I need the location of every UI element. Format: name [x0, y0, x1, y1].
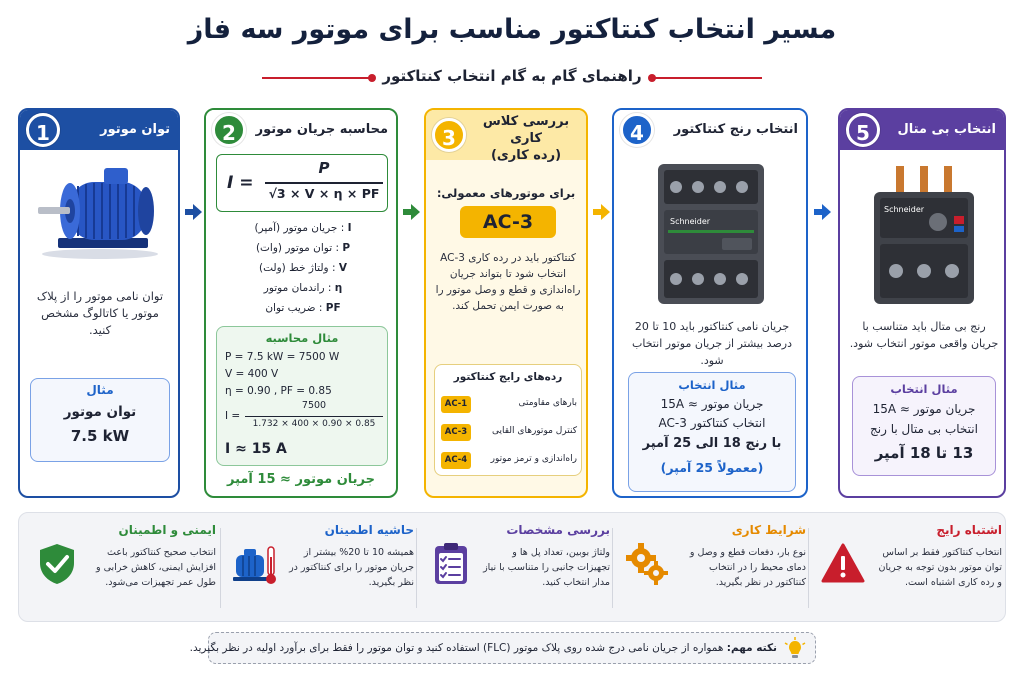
class-desc: کنترل موتورهای القایی: [492, 426, 577, 436]
legend-symbol: PF: [325, 302, 341, 314]
info-conditions-text: نوع بار، دفعات قطع و وصل و دمای محیط را در انتخاب کنتاکتور در نظر بگیرید.: [689, 547, 806, 588]
class-row: [441, 451, 577, 471]
class-desc: بارهای مقاومتی: [518, 398, 577, 408]
important-note: [189, 632, 816, 664]
step-2-header: [206, 110, 396, 150]
formula-lhs: I =: [227, 173, 254, 193]
legend-row: η : راندمان موتور: [263, 282, 343, 294]
info-mistake-text: انتخاب کنتاکتور فقط بر اساس توان موتور بدون توجه به جریان و رده کاری اشتباه است.: [878, 547, 1002, 588]
legend-symbol: P: [342, 242, 351, 254]
step-5-example-range: 13 تا 18 آمپر: [874, 444, 974, 462]
step-3-card: [424, 108, 588, 498]
info-mistake-title: اشتباه رایج: [936, 523, 1002, 537]
formula-legend: [214, 222, 392, 322]
step-4-example-range: با رنج 18 الی 25 آمپر: [642, 436, 782, 451]
legend-symbol: η: [334, 282, 343, 294]
divider: [416, 528, 417, 608]
info-specs-title: بررسی مشخصات: [506, 523, 610, 537]
lightbulb-icon: [783, 637, 807, 661]
step-5-example-box: [852, 376, 996, 476]
step-1-example-value: 7.5 kW: [70, 427, 130, 445]
step-4-card: [612, 108, 808, 498]
step-4-example-box: [628, 372, 796, 492]
info-specs: [420, 523, 610, 615]
calc-numerator: 7500: [301, 400, 327, 411]
legend-text: ضریب توان: [265, 302, 316, 314]
calc-line: P = 7.5 kW = 7500 W: [225, 351, 340, 363]
warning-icon: [820, 541, 866, 587]
step-4-example-title: مثال انتخاب: [678, 378, 746, 392]
contactor-brand-label: Schneider: [670, 217, 711, 226]
info-conditions: [616, 523, 806, 615]
calc-result: I ≈ 15 A: [225, 441, 287, 457]
step-1-number: 1: [26, 113, 60, 147]
step-4-title: انتخاب رنج کنتاکتور: [673, 122, 798, 137]
formula-fraction-bar: [265, 182, 383, 184]
step-1-header: [20, 110, 178, 150]
relay-brand-label: Schneider: [884, 205, 925, 214]
step-3-title: [472, 113, 580, 163]
step-5-example-title: مثال انتخاب: [890, 382, 958, 396]
motor-thermometer-icon: [232, 541, 278, 587]
calc-line: V = 400 V: [225, 368, 279, 380]
shield-check-icon: [34, 541, 80, 587]
formula-numerator: P: [318, 159, 330, 177]
class-desc: راه‌اندازی و ترمز موتور: [490, 454, 577, 464]
electric-motor-image: [30, 162, 170, 262]
step-3-description: کنتاکتور باید در رده کاری AC-3 انتخاب شود تا بتواند جریان راه‌اندازی و قطع و وصل موتور را به صورت ایمن تحمل کند.: [435, 252, 581, 312]
step-5-example-line: انتخاب بی متال با رنج: [870, 422, 978, 436]
legend-text: جریان موتور (آمپر): [254, 222, 338, 234]
step-5-example-line: جریان موتور ≈ 15A: [872, 402, 976, 416]
step-1-example-line: توان موتور: [63, 404, 137, 420]
step-4-description: جریان نامی کنتاکتور باید 10 تا 20 درصد بیشتر از جریان موتور انتخاب شود.: [632, 320, 792, 367]
step-2-title: محاسبه جریان موتور: [255, 122, 388, 137]
info-safety: [26, 523, 216, 615]
step-3-title-line1: بررسی کلاس کاری: [482, 114, 570, 146]
class-code: AC-4: [441, 452, 471, 469]
contactor-image: [652, 160, 770, 308]
step-3-number: 3: [432, 118, 466, 152]
page-title: مسیر انتخاب کنتاکتور مناسب برای موتور سه فاز: [187, 14, 837, 45]
legend-text: راندمان موتور: [263, 282, 325, 294]
step-5-description: رنج بی متال باید متناسب با جریان واقعی موتور انتخاب شود.: [849, 320, 999, 350]
calc-line: η = 0.90 , PF = 0.85: [225, 385, 332, 397]
step-4-number: 4: [620, 113, 654, 147]
ac3-badge: AC-3: [460, 206, 556, 238]
info-specs-text: ولتاژ بوبین، تعداد پل ها و تجهیزات جانبی را متناسب با نیاز مدار انتخاب کنید.: [483, 547, 610, 588]
step-1-example-box: [30, 378, 170, 462]
step-5-header: [840, 110, 1004, 150]
legend-row: PF : ضریب توان: [265, 302, 341, 314]
step-5-title: انتخاب بی متال: [897, 122, 996, 137]
step-4-example-line: جریان موتور ≈ 15A: [660, 397, 764, 411]
arrow-3-4-icon: [591, 202, 611, 222]
step-3-header: [426, 110, 586, 163]
info-safety-text: انتخاب صحیح کنتاکتور باعث افزایش ایمنی، کاهش خرابی و طول عمر تجهیزات می‌شود.: [96, 547, 216, 588]
step-1-description: توان نامی موتور را از پلاک موتور یا کاتالوگ مشخص کنید.: [36, 289, 164, 337]
step-4-example-typical: (معمولاً 25 آمپر): [660, 460, 764, 475]
subtitle-row: [0, 67, 1024, 89]
arrow-2-3-icon: [401, 202, 421, 222]
arrow-1-2-icon: [183, 202, 203, 222]
gears-icon: [624, 541, 670, 587]
step-2-result-caption: جریان موتور ≈ 15 آمپر: [226, 472, 376, 487]
step-3-title-line2: (رده کاری): [490, 148, 562, 163]
divider: [808, 528, 809, 608]
divider: [612, 528, 613, 608]
info-margin: [224, 523, 414, 615]
calc-denominator: 1.732 × 400 × 0.90 × 0.85: [252, 419, 376, 429]
note-text: [190, 633, 777, 663]
step-1-title: توان موتور: [100, 122, 170, 137]
formula-box: [216, 154, 388, 212]
legend-text: ولتاژ خط (ولت): [259, 262, 329, 274]
note-label: نکته مهم:: [726, 642, 777, 654]
formula-denominator: √3 × V × η × PF: [268, 186, 380, 201]
calc-example-box: [216, 326, 388, 466]
arrow-4-5-icon: [812, 202, 832, 222]
class-code: AC-3: [441, 424, 471, 441]
step-2-number: 2: [212, 113, 246, 147]
class-table-title: رده‌های رایج کنتاکتور: [453, 371, 563, 383]
legend-text: توان موتور (وات): [255, 242, 333, 254]
divider: [220, 528, 221, 608]
note-body: همواره از جریان نامی درج شده روی پلاک موتور (FLC) استفاده کنید و توان موتور را فقط برای برآورد اولیه در نظر بگیرید.: [189, 642, 724, 654]
class-table: [434, 364, 582, 476]
step-5-card: [838, 108, 1006, 498]
checklist-icon: [428, 541, 474, 587]
page-subtitle: راهنمای گام به گام انتخاب کنتاکتور: [382, 67, 642, 85]
legend-symbol: V: [338, 262, 347, 274]
step-1-card: [18, 108, 180, 498]
step-1-example-title: مثال: [86, 383, 114, 397]
step-3-common-label: برای موتورهای معمولی:: [436, 186, 576, 200]
legend-row: I : جریان موتور (آمپر): [254, 222, 352, 234]
legend-row: V : ولتاژ خط (ولت): [259, 262, 347, 274]
legend-symbol: I: [347, 222, 352, 234]
calc-i-label: I =: [225, 410, 241, 422]
info-conditions-title: شرایط کاری: [731, 523, 806, 537]
class-row: [441, 423, 577, 443]
info-margin-text: همیشه 10 تا 20% بیشتر از جریان موتور را برای کنتاکتور در نظر بگیرید.: [289, 547, 414, 588]
step-4-header: [614, 110, 806, 150]
calc-title: مثال محاسبه: [265, 331, 339, 345]
step-4-example-line: انتخاب کنتاکتور AC-3: [658, 416, 766, 430]
step-2-card: [204, 108, 398, 498]
info-mistake: [812, 523, 1002, 615]
class-code: AC-1: [441, 396, 471, 413]
legend-row: P : توان موتور (وات): [255, 242, 351, 254]
step-5-number: 5: [846, 113, 880, 147]
calc-fraction-bar: [245, 416, 383, 417]
thermal-overload-relay-image: [868, 164, 980, 308]
info-safety-title: ایمنی و اطمینان: [118, 523, 216, 537]
info-margin-title: حاشیه اطمینان: [324, 523, 414, 537]
class-row: [441, 395, 577, 415]
